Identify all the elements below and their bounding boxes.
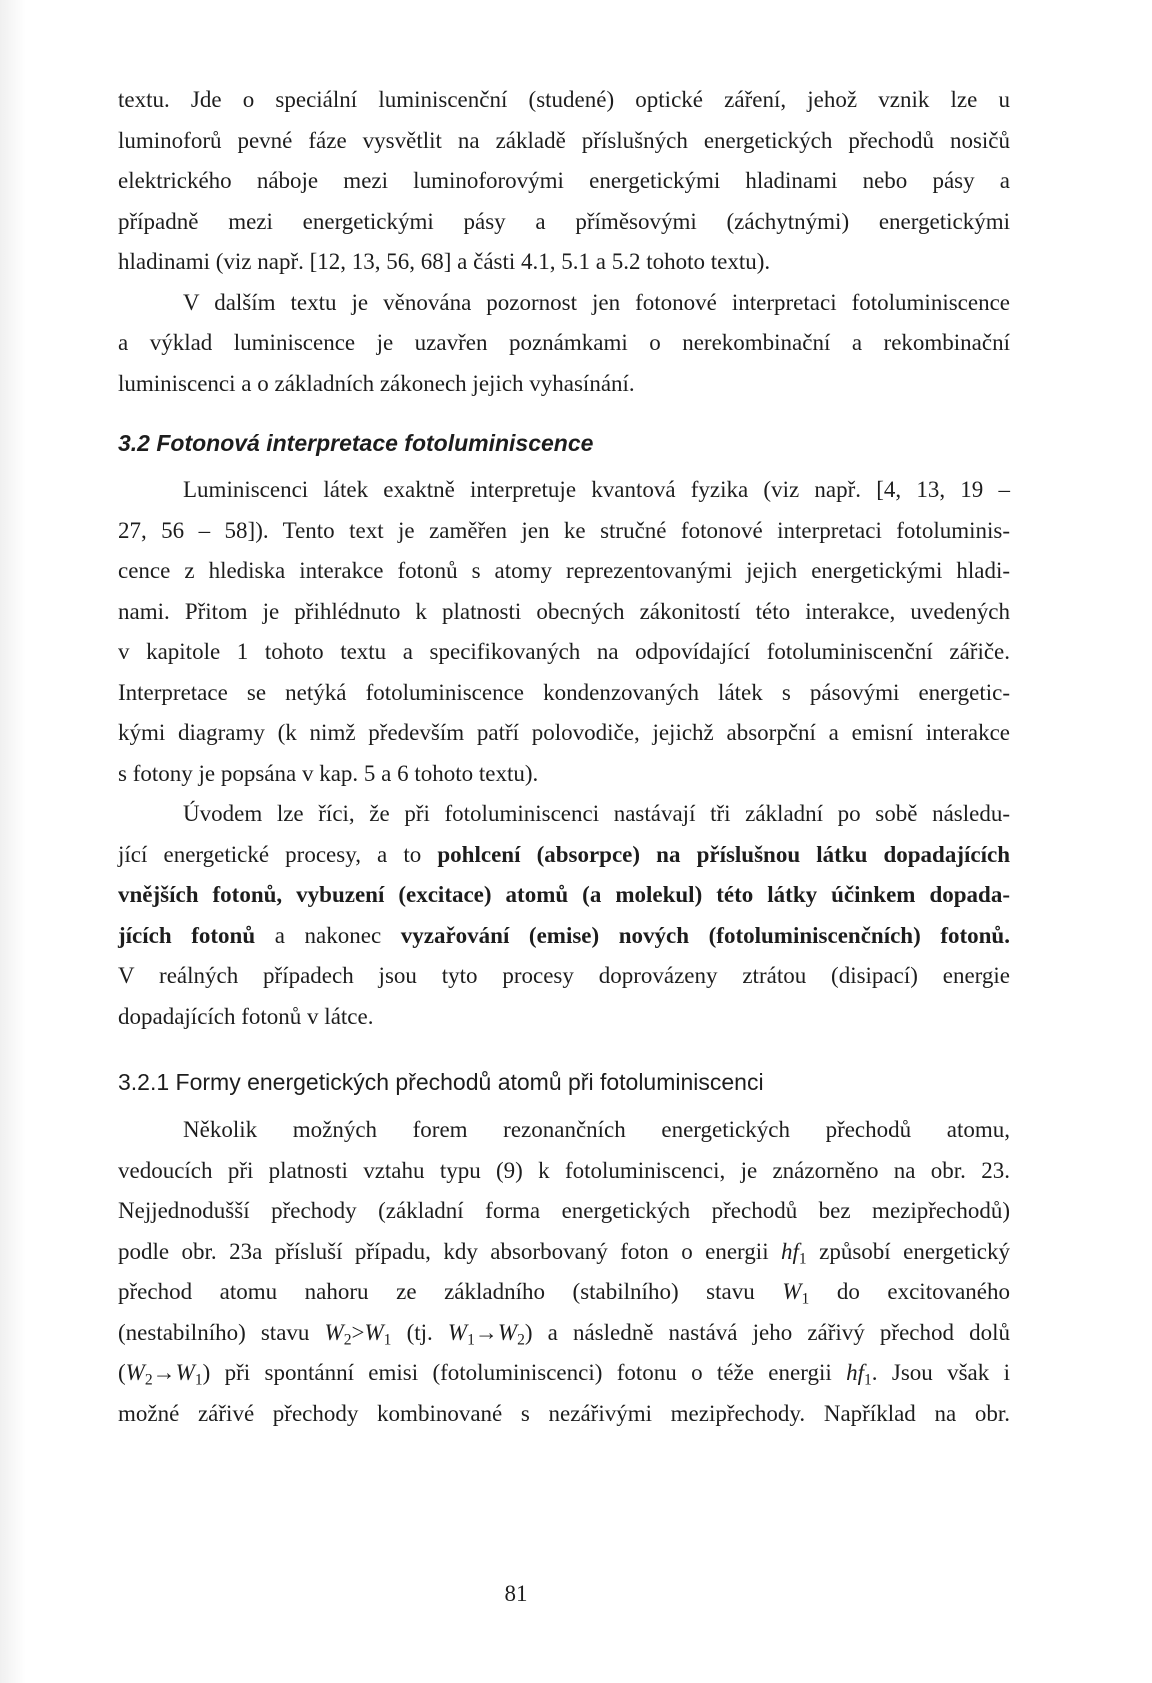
text-run: Nejjednodušší přechody (základní forma energetických přechodů bez mezipřechodů)	[118, 1198, 1010, 1223]
text-run: případně mezi energetickými pásy a příměsovými (záchytnými) energetickými	[118, 208, 1010, 234]
text-line	[118, 997, 1010, 1038]
text-run: přechod atomu nahoru ze základního (stabilního) stavu	[118, 1279, 783, 1304]
text-line	[118, 592, 1010, 633]
section-heading: 3.2 Fotonová interpretace fotoluminiscence	[118, 430, 594, 456]
text-line	[118, 632, 1010, 673]
text-line	[118, 835, 1010, 876]
text-line	[118, 956, 1010, 997]
text-run: ) a následně nastává jeho zářivý přechod dolů	[524, 1319, 1010, 1345]
bold-text: vyzařování (emise) nových (fotoluminiscenčních) fotonů.	[400, 922, 1010, 948]
math-variable: W	[125, 1360, 145, 1385]
text-line	[118, 1191, 1010, 1232]
text-line	[118, 283, 1010, 324]
text-run: s fotony je popsána v kap. 5 a 6 tohoto textu).	[118, 760, 539, 786]
text-run: textu. Jde o speciální luminiscenční (studené) optické záření, jehož vznik lze u	[118, 87, 1010, 112]
text-line	[118, 242, 1010, 283]
text-run: kými diagramy (k nimž především patří polovodiče, jejichž absorpční a emisní interakce	[118, 720, 1010, 745]
subscript: 2	[343, 1330, 352, 1348]
text-run: 27, 56 – 58]). Tento text je zaměřen jen ke stručné fotonové interpretaci fotoluminis-	[118, 517, 1010, 543]
text-run: do excitovaného	[809, 1279, 1011, 1304]
subsection-heading: 3.2.1 Formy energetických přechodů atomů při fotoluminiscenci	[118, 1069, 764, 1095]
math-variable: W	[447, 1319, 468, 1345]
text-run: Interpretace se netýká fotoluminiscence kondenzovaných látek s pásovými energetic-	[118, 679, 1010, 705]
text-run: cence z hlediska interakce fotonů s atomy reprezentovanými jejich energetickými hladi-	[118, 558, 1010, 583]
text-run: →	[474, 1319, 498, 1345]
text-run: a výklad luminiscence je uzavřen poznámkami o nerekombinační a rekombinační	[118, 330, 1010, 355]
bold-text: vnějších fotonů, vybuzení (excitace) atomů (a molekul) této látky účinkem dopada-	[118, 882, 1010, 907]
text-line	[118, 470, 1010, 511]
text-block-subsection	[118, 1110, 1010, 1434]
text-line	[118, 161, 1010, 202]
math-variable: W	[782, 1279, 802, 1304]
text-line	[118, 551, 1010, 592]
subscript: 1	[194, 1371, 203, 1389]
text-line	[118, 121, 1010, 162]
text-run: v kapitole 1 tohoto textu a specifikovaných na odpovídající fotoluminiscenční zářiče.	[118, 639, 1010, 664]
text-line	[118, 916, 1010, 957]
text-run: Luminiscenci látek exaktně interpretuje kvantová fyzika (viz např. [4, 13, 19 –	[183, 477, 1010, 502]
math-variable: hf	[846, 1360, 864, 1385]
text-run: elektrického náboje mezi luminoforovými energetickými hladinami nebo pásy a	[118, 168, 1010, 193]
text-run: V reálných případech jsou tyto procesy doprovázeny ztrátou (disipací) energie	[118, 963, 1010, 988]
subscript: 1	[801, 1290, 810, 1308]
text-block-intro	[118, 80, 1010, 404]
text-run: . Jsou však i	[871, 1360, 1010, 1385]
math-variable: W	[497, 1319, 518, 1345]
paragraph	[118, 470, 1010, 794]
text-line	[118, 80, 1010, 121]
text-line	[118, 511, 1010, 552]
text-line	[118, 875, 1010, 916]
text-line	[118, 754, 1010, 795]
subscript: 1	[863, 1371, 872, 1389]
page-number: 81	[504, 1581, 528, 1606]
text-run: luminoforů pevné fáze vysvětlit na základě příslušných energetických přechodů nosičů	[118, 127, 1010, 153]
text-line	[118, 1313, 1010, 1354]
math-variable: W	[175, 1360, 195, 1385]
text-run: luminiscenci a o základních zákonech jejich vyhasínání.	[118, 370, 635, 396]
text-line	[118, 673, 1010, 714]
text-line	[118, 1151, 1010, 1192]
text-run: V dalším textu je věnována pozornost jen fotonové interpretaci fotoluminiscence	[183, 289, 1010, 315]
text-run: možné zářivé přechody kombinované s nezářivými mezipřechody. Například na obr.	[118, 1400, 1010, 1426]
text-run: způsobí energetický	[806, 1238, 1010, 1264]
text-run: (tj.	[391, 1319, 448, 1345]
subscript: 2	[144, 1371, 153, 1389]
text-run: ) při spontánní emisi (fotoluminiscenci) fotonu o téže energii	[202, 1360, 847, 1385]
text-run: →	[152, 1360, 176, 1385]
text-run: >	[351, 1319, 365, 1345]
paragraph	[118, 1110, 1010, 1434]
math-variable: hf	[781, 1238, 799, 1264]
text-run: dopadajících fotonů v látce.	[118, 1003, 374, 1029]
text-run: Několik možných forem rezonančních energetických přechodů atomu,	[183, 1117, 1010, 1142]
text-line	[118, 323, 1010, 364]
text-run: a nakonec	[255, 922, 401, 948]
text-run: (nestabilního) stavu	[118, 1319, 325, 1345]
scan-edge-shadow	[0, 0, 26, 1683]
text-line	[118, 1232, 1010, 1273]
text-run: nami. Přitom je přihlédnuto k platnosti obecných zákonitostí této interakce, uvedených	[118, 598, 1010, 624]
text-run: hladinami (viz např. [12, 13, 56, 68] a části 4.1, 5.1 a 5.2 tohoto textu).	[118, 249, 771, 274]
text-line	[118, 1353, 1010, 1394]
text-line	[118, 364, 1010, 405]
subscript: 1	[467, 1330, 475, 1348]
text-run: Úvodem lze říci, že při fotoluminiscenci nastávají tři základní po sobě následu-	[183, 801, 1010, 826]
text-run: vedoucích při platnosti vztahu typu (9) k fotoluminiscenci, je znázorněno na obr. 23.	[118, 1157, 1010, 1183]
text-run: jící energetické procesy, a to	[118, 841, 438, 867]
text-run: podle obr. 23a přísluší případu, kdy absorbovaný foton o energii	[118, 1238, 782, 1264]
math-variable: W	[364, 1319, 384, 1345]
text-line	[118, 1110, 1010, 1151]
paragraph	[118, 794, 1010, 1037]
bold-text: jících fotonů	[118, 922, 256, 948]
text-block-section	[118, 470, 1010, 1037]
text-line	[118, 1394, 1010, 1435]
bold-text: pohlcení (absorpce) na příslušnou látku dopadajících	[437, 841, 1010, 867]
text-run: (	[118, 1360, 126, 1385]
text-line	[118, 202, 1010, 243]
subscript: 2	[517, 1330, 525, 1348]
math-variable: W	[324, 1319, 344, 1345]
subscript: 1	[383, 1330, 392, 1348]
paragraph	[118, 283, 1010, 405]
paragraph	[118, 80, 1010, 283]
text-line	[118, 1272, 1010, 1313]
text-line	[118, 794, 1010, 835]
text-line	[118, 713, 1010, 754]
subscript: 1	[798, 1249, 807, 1267]
